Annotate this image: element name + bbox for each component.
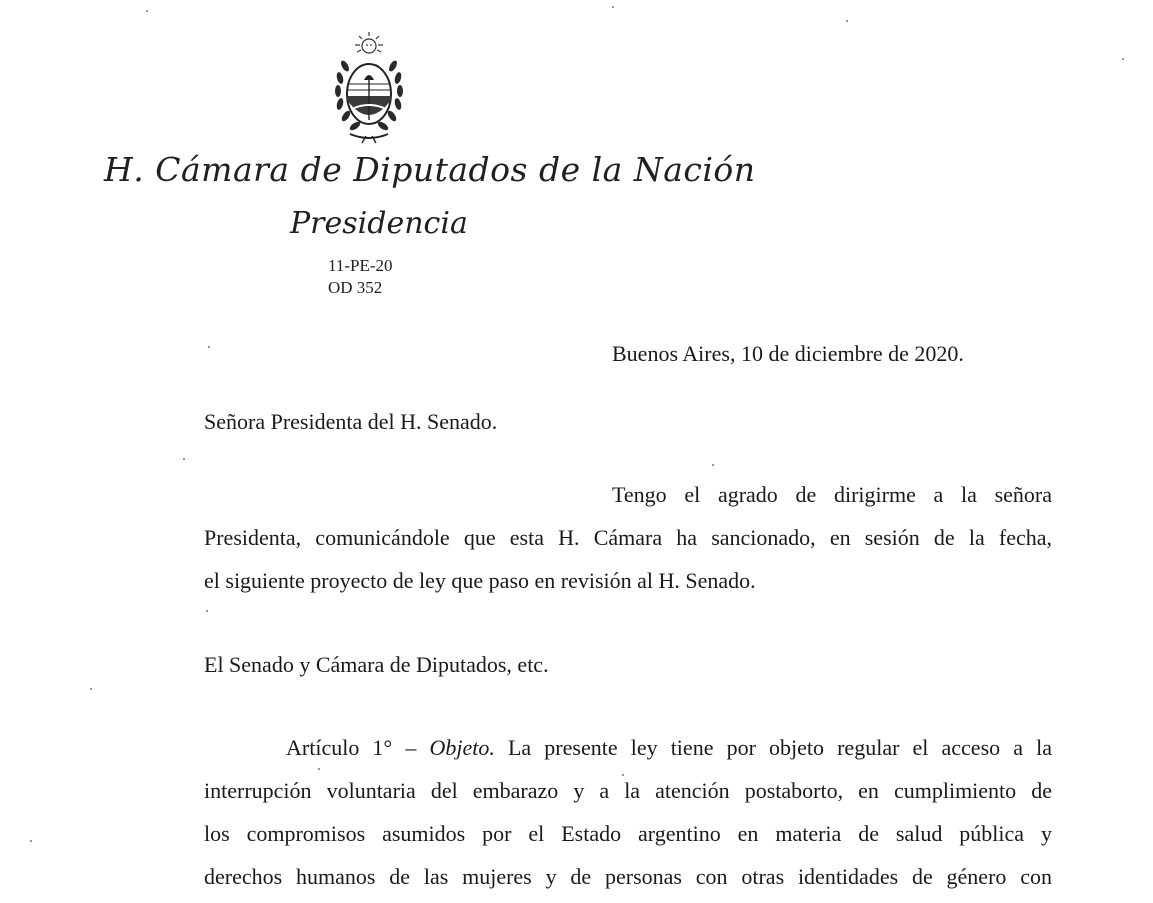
chamber-letterhead: H. Cámara de Diputados de la Nación: [104, 150, 756, 189]
scan-speck: [318, 768, 320, 770]
coat-of-arms-seal: [326, 30, 412, 144]
scan-speck: [208, 346, 210, 348]
salutation: Señora Presidenta del H. Senado.: [204, 409, 498, 434]
article-1-first-line: [286, 734, 1052, 762]
scan-speck: [30, 840, 32, 842]
date-line: Buenos Aires, 10 de diciembre de 2020.: [612, 341, 964, 366]
scan-speck: [846, 20, 848, 22]
scan-speck: [206, 610, 208, 612]
scan-speck: [90, 688, 92, 690]
intro-line-2: Presidenta, comunicándole que esta H. Cámara ha sancionado, en sesión de la fecha,: [204, 525, 1052, 550]
intro-line-1: Tengo el agrado de dirigirme a la señora: [612, 482, 1052, 507]
order-of-day: OD 352: [328, 278, 383, 297]
article-1-subject: Objeto.: [429, 735, 495, 760]
scan-speck: [1122, 58, 1124, 60]
scan-speck: [183, 458, 185, 460]
scan-speck: [622, 774, 624, 776]
scan-speck: [612, 6, 614, 8]
scan-speck: [146, 10, 148, 12]
scan-speck: [712, 464, 714, 466]
article-1-first-line-text: La presente ley tiene por objeto regular el acceso a la: [507, 735, 1052, 760]
article-1-heading: Artículo 1° –: [286, 735, 417, 760]
article-1-line-3: los compromisos asumidos por el Estado argentino en materia de salud pública y: [204, 821, 1052, 846]
intro-line-3: el siguiente proyecto de ley que paso en revisión al H. Senado.: [204, 568, 756, 593]
article-1-line-4: derechos humanos de las mujeres y de personas con otras identidades de género con: [204, 864, 1052, 889]
article-1-line-2: interrupción voluntaria del embarazo y a la atención postaborto, en cumplimiento de: [204, 778, 1052, 803]
file-number: 11-PE-20: [328, 256, 393, 275]
enacting-formula: El Senado y Cámara de Diputados, etc.: [204, 652, 549, 677]
office-title: Presidencia: [290, 206, 468, 241]
